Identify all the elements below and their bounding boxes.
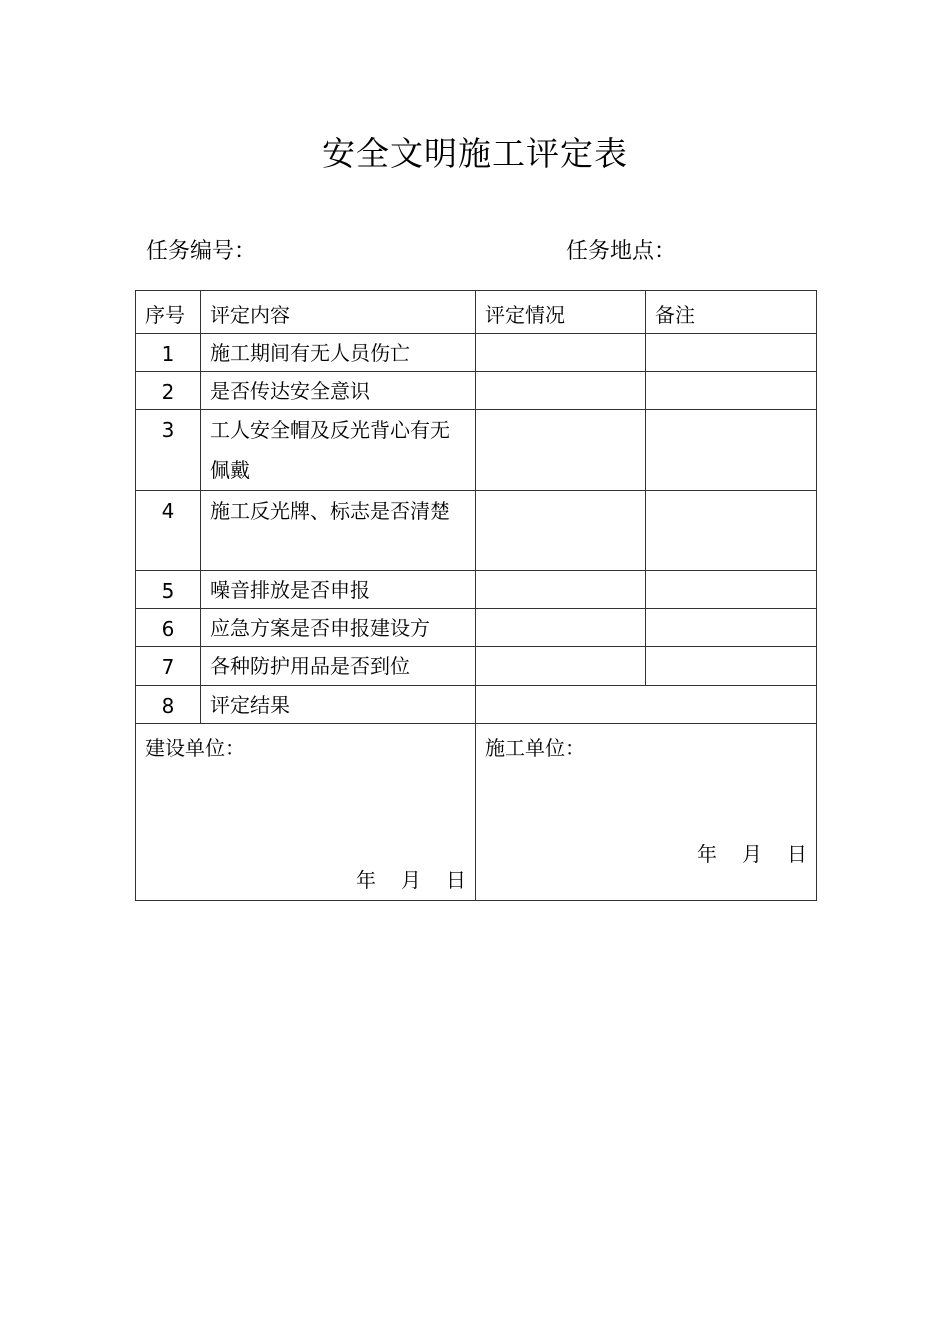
table-row <box>136 334 817 372</box>
table-row <box>136 410 817 491</box>
table-row <box>136 571 817 609</box>
status-cell[interactable] <box>476 372 646 410</box>
table-row <box>136 686 817 724</box>
status-cell[interactable] <box>476 647 646 686</box>
row-content: 工人安全帽及反光背心有无佩戴 <box>201 410 476 491</box>
row-number: 7 <box>136 647 201 686</box>
document-title: 安全文明施工评定表 <box>322 134 628 173</box>
row-number: 4 <box>136 491 201 571</box>
remarks-cell[interactable] <box>646 609 817 647</box>
year-label: 年 <box>697 842 717 866</box>
day-label: 日 <box>787 842 807 866</box>
table-row <box>136 609 817 647</box>
owner-signature-cell[interactable] <box>136 724 476 901</box>
remarks-cell[interactable] <box>646 647 817 686</box>
table-row <box>136 372 817 410</box>
row-content: 评定结果 <box>201 686 476 724</box>
row-number: 8 <box>136 686 201 724</box>
row-content: 是否传达安全意识 <box>201 372 476 410</box>
signature-row <box>136 724 817 901</box>
row-content: 应急方案是否申报建设方 <box>201 609 476 647</box>
remarks-cell[interactable] <box>646 410 817 491</box>
remarks-cell[interactable] <box>646 372 817 410</box>
task-location-label: 任务地点： <box>566 239 677 264</box>
row-number: 2 <box>136 372 201 410</box>
row-number: 6 <box>136 609 201 647</box>
evaluation-table <box>135 290 817 901</box>
table-row <box>136 491 817 571</box>
year-label: 年 <box>356 868 376 892</box>
row-content: 施工反光牌、标志是否清楚 <box>201 491 476 571</box>
contractor-date <box>697 838 807 867</box>
header-content: 评定内容 <box>201 291 476 334</box>
contractor-label: 施工单位： <box>485 736 585 760</box>
row-content: 各种防护用品是否到位 <box>201 647 476 686</box>
table-header-row <box>136 291 817 334</box>
status-cell[interactable] <box>476 334 646 372</box>
row-number: 3 <box>136 410 201 491</box>
status-cell[interactable] <box>476 410 646 491</box>
remarks-cell[interactable] <box>646 334 817 372</box>
row-number: 5 <box>136 571 201 609</box>
contractor-signature-cell[interactable] <box>476 724 817 901</box>
day-label: 日 <box>446 868 466 892</box>
header-seq: 序号 <box>136 291 201 334</box>
row-content: 施工期间有无人员伤亡 <box>201 334 476 372</box>
month-label: 月 <box>742 842 762 866</box>
owner-date <box>356 864 466 893</box>
status-cell[interactable] <box>476 571 646 609</box>
task-number-label: 任务编号： <box>146 239 257 264</box>
row-number: 1 <box>136 334 201 372</box>
month-label: 月 <box>401 868 421 892</box>
remarks-cell[interactable] <box>646 571 817 609</box>
status-cell[interactable] <box>476 491 646 571</box>
result-cell[interactable] <box>476 686 817 724</box>
header-remarks: 备注 <box>646 291 817 334</box>
owner-label: 建设单位： <box>145 736 245 760</box>
row-content: 噪音排放是否申报 <box>201 571 476 609</box>
header-status: 评定情况 <box>476 291 646 334</box>
table-row <box>136 647 817 686</box>
status-cell[interactable] <box>476 609 646 647</box>
remarks-cell[interactable] <box>646 491 817 571</box>
